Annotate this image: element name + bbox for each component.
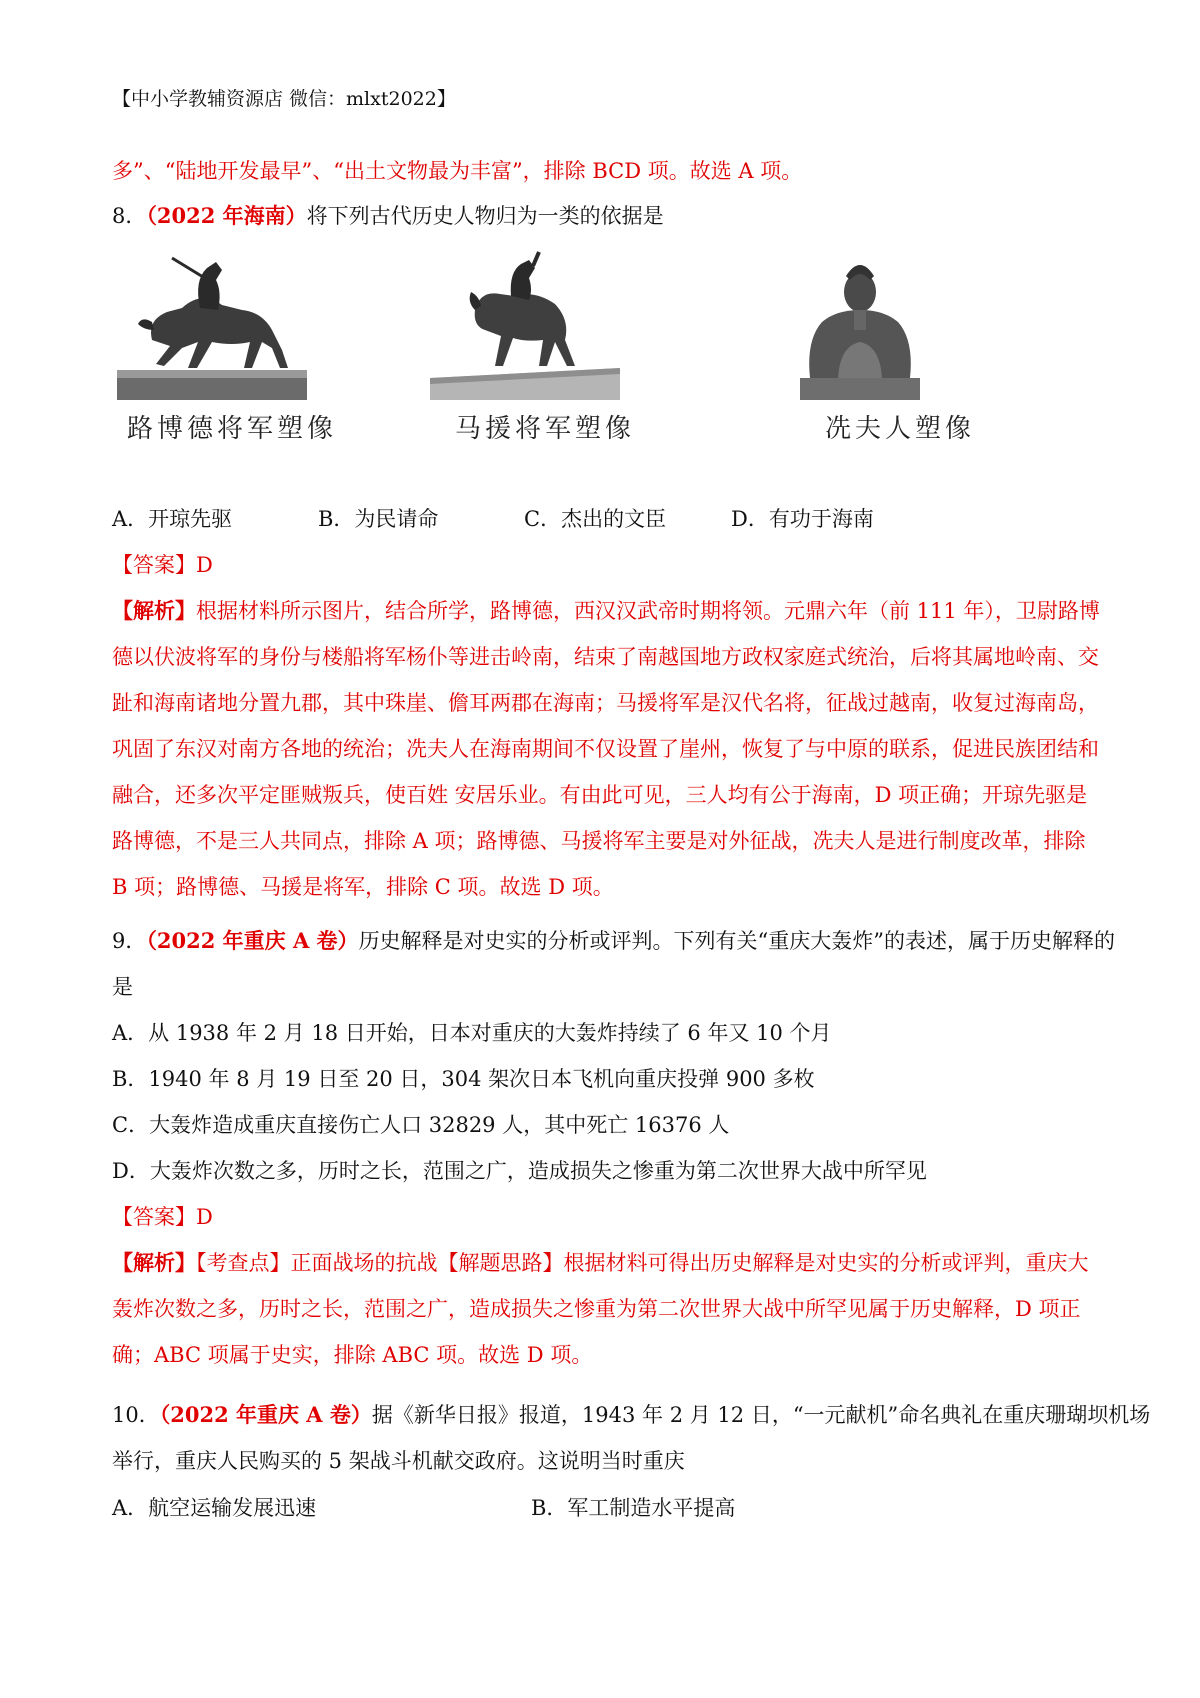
question-8-answer: 【答案】D	[112, 553, 213, 577]
question-number: 10．	[112, 1403, 160, 1427]
statue-figure-xianfuren	[780, 250, 1020, 445]
option-b: B．为民请命	[318, 507, 439, 531]
question-10-stem-line1	[112, 1400, 1151, 1430]
statue-figure-mayuan	[425, 250, 665, 445]
analysis-label: 【解析】	[112, 1250, 196, 1275]
page-header: 【中小学教辅资源店 微信：mlxt2022】	[112, 88, 456, 110]
question-9-answer: 【答案】D	[112, 1205, 213, 1229]
option-a: A．开琼先驱	[112, 507, 233, 531]
analysis-label: 【解析】	[112, 598, 196, 623]
question-9-analysis	[112, 1240, 1102, 1378]
question-8-analysis	[112, 588, 1102, 910]
question-10-stem-line2: 举行，重庆人民购买的 5 架战斗机献交政府。这说明当时重庆	[112, 1449, 685, 1473]
statue-figure-lubode	[112, 250, 352, 445]
statue-caption: 马援将军塑像	[454, 414, 635, 444]
option-c: C．杰出的文臣	[524, 507, 667, 531]
question-9-option-d: D．大轰炸次数之多，历时之长，范围之广，造成损失之惨重为第二次世界大战中所罕见	[112, 1159, 927, 1183]
question-source: （2022 年重庆 A 卷）	[159, 1402, 372, 1427]
equestrian-statue-icon	[425, 250, 625, 400]
question-9-option-c: C．大轰炸造成重庆直接伤亡人口 32829 人，其中死亡 16376 人	[112, 1113, 730, 1137]
equestrian-statue-icon	[112, 250, 312, 400]
analysis-text: 根据材料所示图片，结合所学，路博德，西汉汉武帝时期将领。元鼎六年（前 111 年），卫尉路博德以伏波将军的身份与楼船将军杨仆等进击岭南，结束了南越国地方政权家庭式统治，后将其属地岭南、交趾和海南诸地分置九郡，其中珠崖、儋耳两郡在海南；马援将军是汉代名将，征战过越南，收复过海南岛，巩固了东汉对南方各地的统治；冼夫人在海南期间不仅设置了崖州，恢复了与中原的联系，促进民族团结和融合，还多次平定匪贼叛兵，使百姓 安居乐业。有由此可见，三人均有公于海南，D 项正确；开琼先驱是路博德，不是三人共同点，排除 A 项；路博德、马援将军主要是对外征战，冼夫人是进行制度改革，排除 B 项；路博德、马援是将军，排除 C 项。故选 D 项。	[112, 599, 1100, 899]
question-9-option-a: A．从 1938 年 2 月 18 日开始，日本对重庆的大轰炸持续了 6 年又 10 个月	[112, 1021, 832, 1045]
option-a: A．航空运输发展迅速	[112, 1496, 317, 1520]
question-number: 9．	[112, 929, 147, 953]
question-text: 历史解释是对史实的分析或评判。下列有关“重庆大轰炸”的表述，属于历史解释的	[358, 929, 1116, 953]
analysis-text: 【考查点】正面战场的抗战【解题思路】根据材料可得出历史解释是对史实的分析或评判，重庆大轰炸次数之多，历时之长，范围之广，造成损失之惨重为第二次世界大战中所罕见属于历史解释，D 项正确；ABC 项属于史实，排除 ABC 项。故选 D 项。	[112, 1251, 1089, 1367]
question-10-options	[112, 1492, 1102, 1522]
question-text: 据《新华日报》报道，1943 年 2 月 12 日，“一元献机”命名典礼在重庆珊瑚坝机场	[371, 1403, 1151, 1427]
question-7-tail: 多”、“陆地开发最早”、“出土文物最为丰富”，排除 BCD 项。故选 A 项。	[112, 159, 803, 183]
question-9-stem-line2: 是	[112, 975, 133, 999]
question-source: （2022 年重庆 A 卷）	[146, 928, 359, 953]
statue-caption: 路博德将军塑像	[126, 414, 337, 444]
question-number: 8．	[112, 204, 147, 228]
question-text: 将下列古代历史人物归为一类的依据是	[306, 204, 664, 228]
option-b: B．军工制造水平提高	[531, 1496, 736, 1520]
question-8-options	[112, 503, 1102, 533]
question-8-stem	[112, 201, 1102, 231]
option-d: D．有功于海南	[731, 507, 874, 531]
question-source: （2022 年海南）	[146, 203, 307, 228]
seated-statue-icon	[780, 250, 940, 400]
statue-caption: 冼夫人塑像	[824, 414, 975, 444]
question-9-stem-line1	[112, 926, 1116, 956]
question-9-option-b: B．1940 年 8 月 19 日至 20 日，304 架次日本飞机向重庆投弹 900 多枚	[112, 1067, 815, 1091]
